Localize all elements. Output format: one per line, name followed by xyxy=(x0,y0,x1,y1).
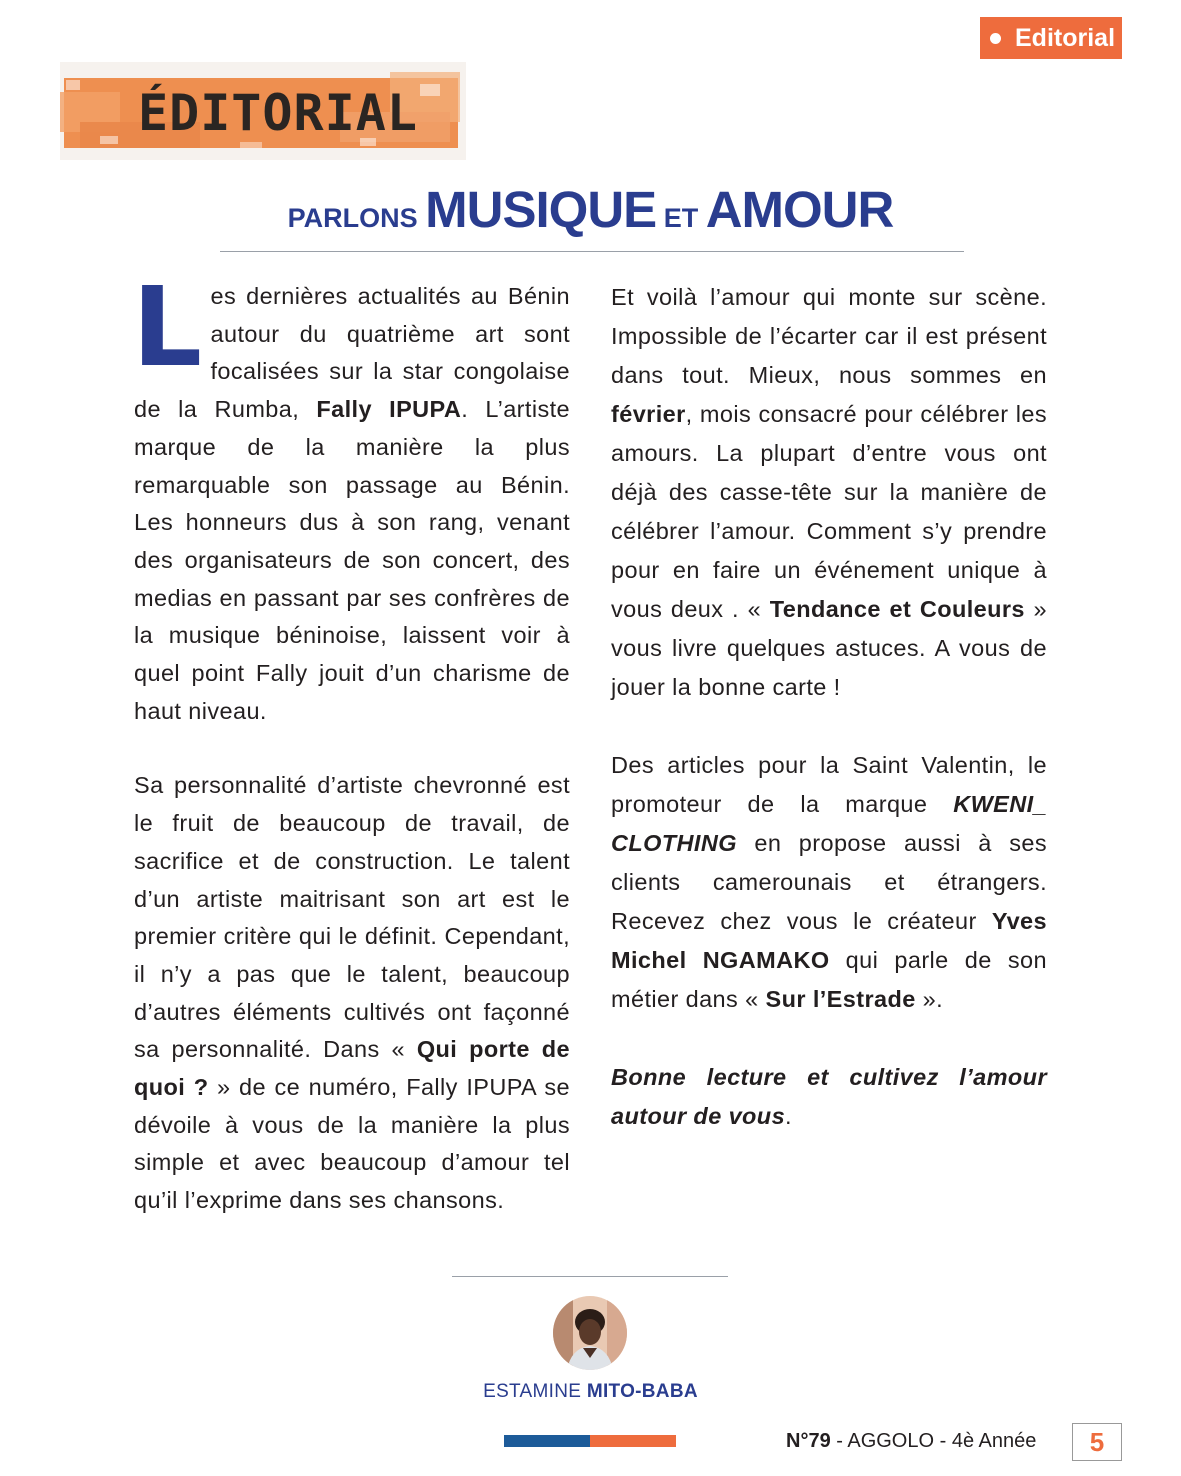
text-run: qui parle de son métier dans « xyxy=(611,947,1048,1012)
bold-text-run: Qui porte de quoi ? xyxy=(134,1036,570,1101)
author-last-name: MITO-BABA xyxy=(586,1381,698,1402)
stamp-text: ÉDITORIAL xyxy=(138,84,418,142)
author-avatar xyxy=(553,1296,627,1370)
text-run: en propose aussi à ses clients camerounais et étrangers. Recevez chez vous le créateur xyxy=(611,830,1047,934)
bold-italic-text-run: Bonne lecture et cultivez l’amour autour de vous xyxy=(611,1064,1047,1129)
bullet-dot-icon xyxy=(990,33,1001,44)
headline-part2: MUSIQUE xyxy=(425,181,657,238)
text-run: es dernières actualités au Bénin autour du quatrième art sont focalisées sur la star congolaise de la Rumba, xyxy=(134,283,570,423)
bold-text-run: Fally IPUPA xyxy=(316,396,462,423)
paragraph xyxy=(611,746,1047,1019)
editorial-stamp-banner xyxy=(60,62,466,160)
issue-info xyxy=(786,1430,1036,1453)
signature-divider xyxy=(452,1276,728,1277)
section-tab-label: Editorial xyxy=(1015,23,1116,52)
headline-part3: ET xyxy=(656,203,706,233)
text-run: Et voilà l’amour qui monte sur scène. Impossible de l’écarter car il est présent dans tout. Mieux, nous sommes en xyxy=(611,284,1047,388)
page-number: 5 xyxy=(1072,1423,1122,1461)
bold-text-run: Tendance et Couleurs xyxy=(769,596,1025,622)
paragraph xyxy=(132,263,570,730)
headline-divider xyxy=(220,251,964,252)
text-run: » de ce numéro, Fally IPUPA se dévoile à vous de la manière la plus simple et avec beaucoup d’amour tel qu’il l’exprime dans ses chansons. xyxy=(134,1074,570,1214)
text-run: . L’artiste marque de la manière la plus remarquable son passage au Bénin. Les honneurs dus à son rang, venant des organisateurs de son concert, des medias en passant par ses confrères de la musique béninoise, laissent voir à quel point Fally jouit d’un charisme de haut niveau. xyxy=(134,396,570,724)
bold-italic-text-run: KWENI_ CLOTHING xyxy=(611,791,1047,856)
text-run: , mois consacré pour célébrer les amours. La plupart d’entre vous ont déjà des casse-tête sur la manière de célébrer l’amour. Comment s’y prendre pour en faire un événement unique à vous deux . « xyxy=(611,401,1047,622)
bold-text-run: février xyxy=(611,401,686,427)
text-run: Sa personnalité d’artiste chevronné est le fruit de beaucoup de travail, de sacrifice et de construction. Le talent d’un artiste maitrisant son art est le premier critère qui le définit. Cependant, il n’y a pas que le talent, beaucoup d’autres éléments cultivés ont façonné sa personnalité. Dans « xyxy=(134,772,570,1063)
headline xyxy=(0,180,1181,239)
drop-cap: L xyxy=(132,263,203,391)
left-column xyxy=(132,263,570,1220)
issue-number: N°79 xyxy=(786,1430,831,1452)
bold-text-run: Yves Michel NGAMAKO xyxy=(611,908,1047,973)
text-run: ». xyxy=(915,986,944,1012)
text-run: . xyxy=(785,1103,792,1129)
right-column xyxy=(611,278,1047,1136)
paragraph xyxy=(134,767,570,1219)
headline-part4: AMOUR xyxy=(705,181,894,238)
author-first-name: ESTAMINE xyxy=(483,1381,587,1402)
closing-paragraph xyxy=(611,1058,1047,1136)
bold-text-run: Sur l’Estrade xyxy=(765,986,916,1012)
footer-bar-blue xyxy=(504,1435,590,1447)
footer-bar-orange xyxy=(590,1435,676,1447)
headline-part1: PARLONS xyxy=(287,203,426,233)
text-run: Des articles pour la Saint Valentin, le promoteur de la marque xyxy=(611,752,1047,817)
paragraph xyxy=(611,278,1047,707)
section-tab xyxy=(980,17,1122,59)
text-run: » vous livre quelques astuces. A vous de jouer la bonne carte ! xyxy=(611,596,1047,700)
issue-details: - AGGOLO - 4è Année xyxy=(830,1430,1037,1452)
author-name xyxy=(0,1381,1181,1403)
